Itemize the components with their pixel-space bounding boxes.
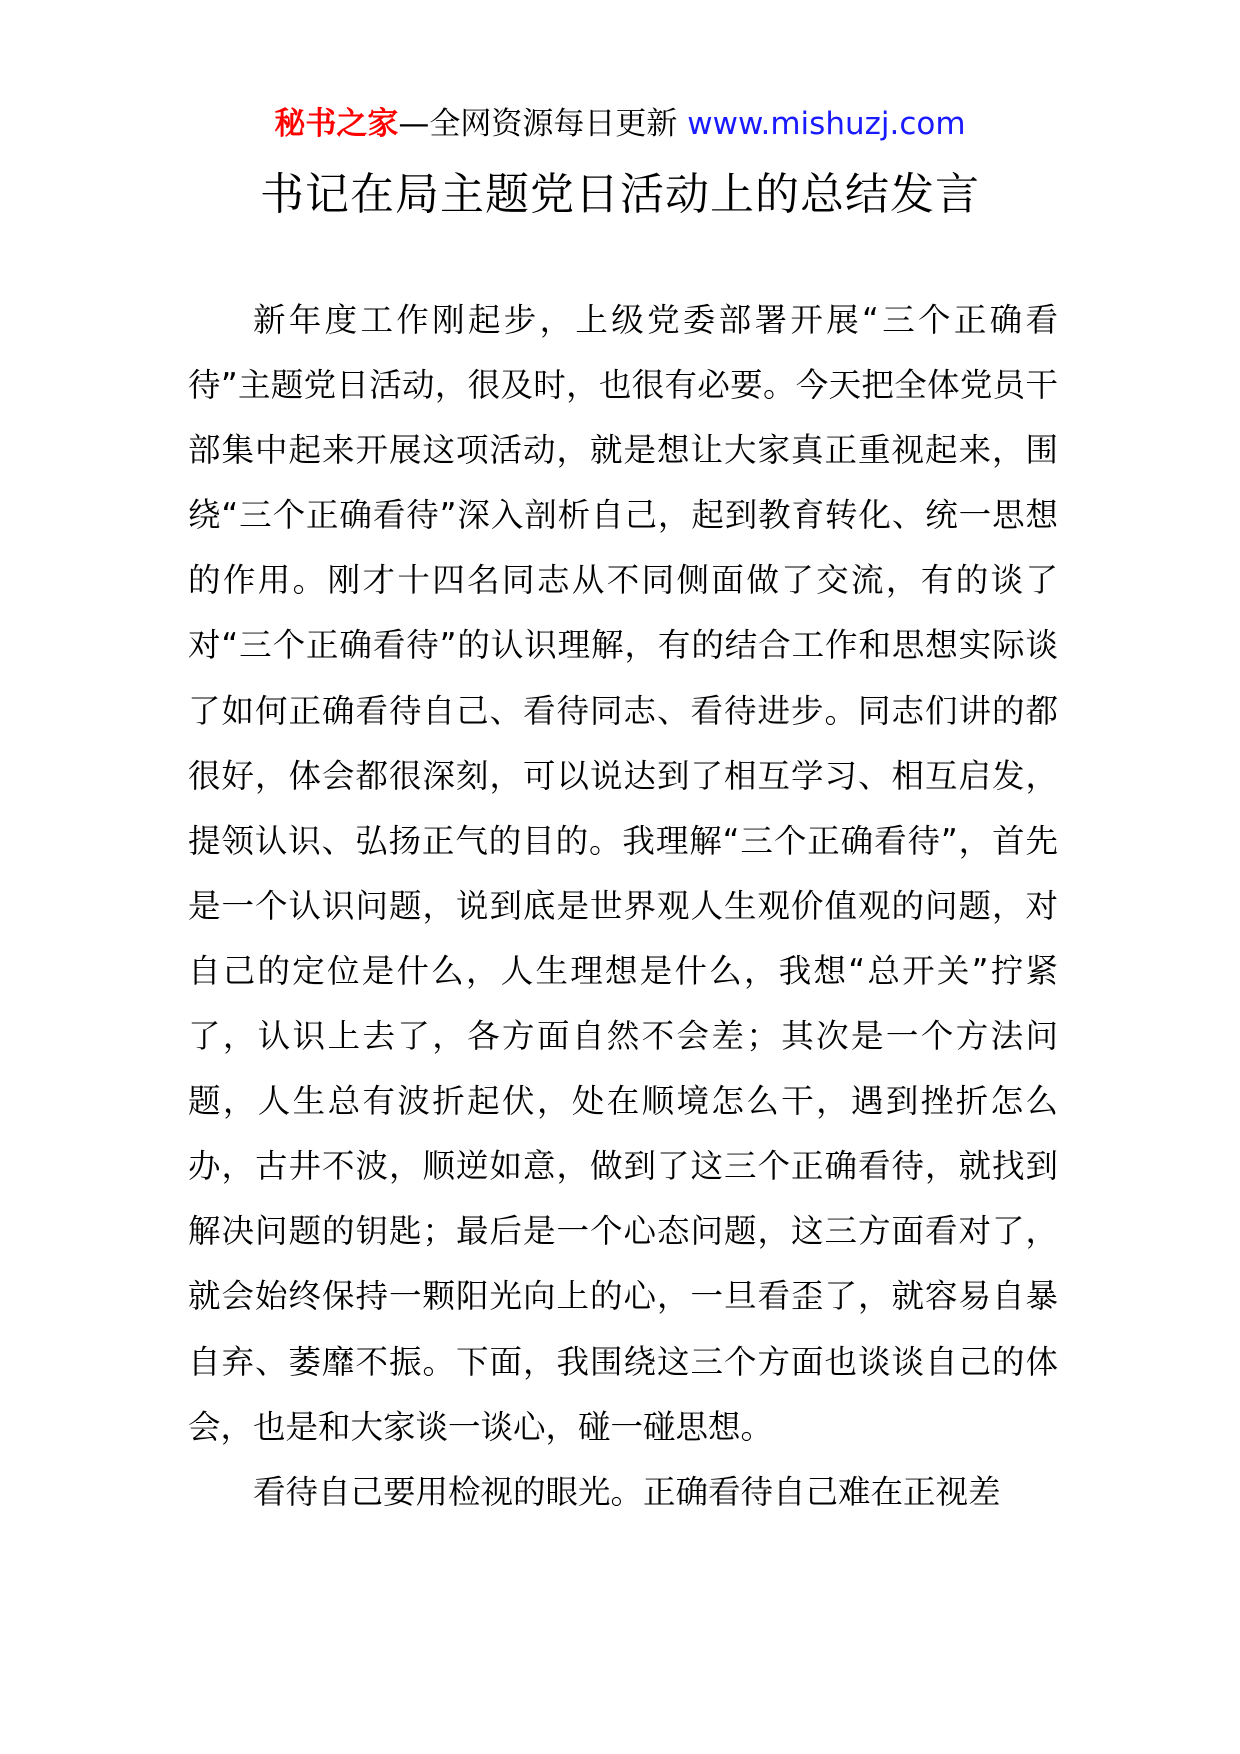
site-header (0, 100, 1240, 148)
header-tagline: —全网资源每日更新 (398, 106, 688, 142)
site-url-link[interactable]: www.mishuzj.com (687, 106, 966, 142)
document-body (188, 288, 1058, 1525)
brand-name: 秘书之家 (274, 106, 399, 142)
paragraph: 看待自己要用检视的眼光。正确看待自己难在正视差 (253, 1472, 1001, 1511)
document-title: 书记在局主题党日活动上的总结发言 (260, 169, 980, 220)
paragraph: 新年度工作刚起步，上级党委部署开展“三个正确看待”主题党日活动，很及时，也很有必要。今天把全体党员干部集中起来开展这项活动，就是想让大家真正重视起来，围绕“三个正确看待”深入剖析自己，起到教育转化、统一思想的作用。刚才十四名同志从不同侧面做了交流，有的谈了对“三个正确看待”的认识理解，有的结合工作和思想实际谈了如何正确看待自己、看待同志、看待进步。同志们讲的都很好，体会都很深刻，可以说达到了相互学习、相互启发，提领认识、弘扬正气的目的。我理解“三个正确看待”，首先是一个认识问题，说到底是世界观人生观价值观的问题，对自己的定位是什么，人生理想是什么，我想“总开关”拧紧了，认识上去了，各方面自然不会差；其次是一个方法问题，人生总有波折起伏，处在顺境怎么干，遇到挫折怎么办，古井不波，顺逆如意，做到了这三个正确看待，就找到解决问题的钥匙；最后是一个心态问题，这三方面看对了，就会始终保持一颗阳光向上的心，一旦看歪了，就容易自暴自弃、萎靡不振。下面，我围绕这三个方面也谈谈自己的体会，也是和大家谈一谈心，碰一碰思想。 (188, 301, 1058, 1446)
